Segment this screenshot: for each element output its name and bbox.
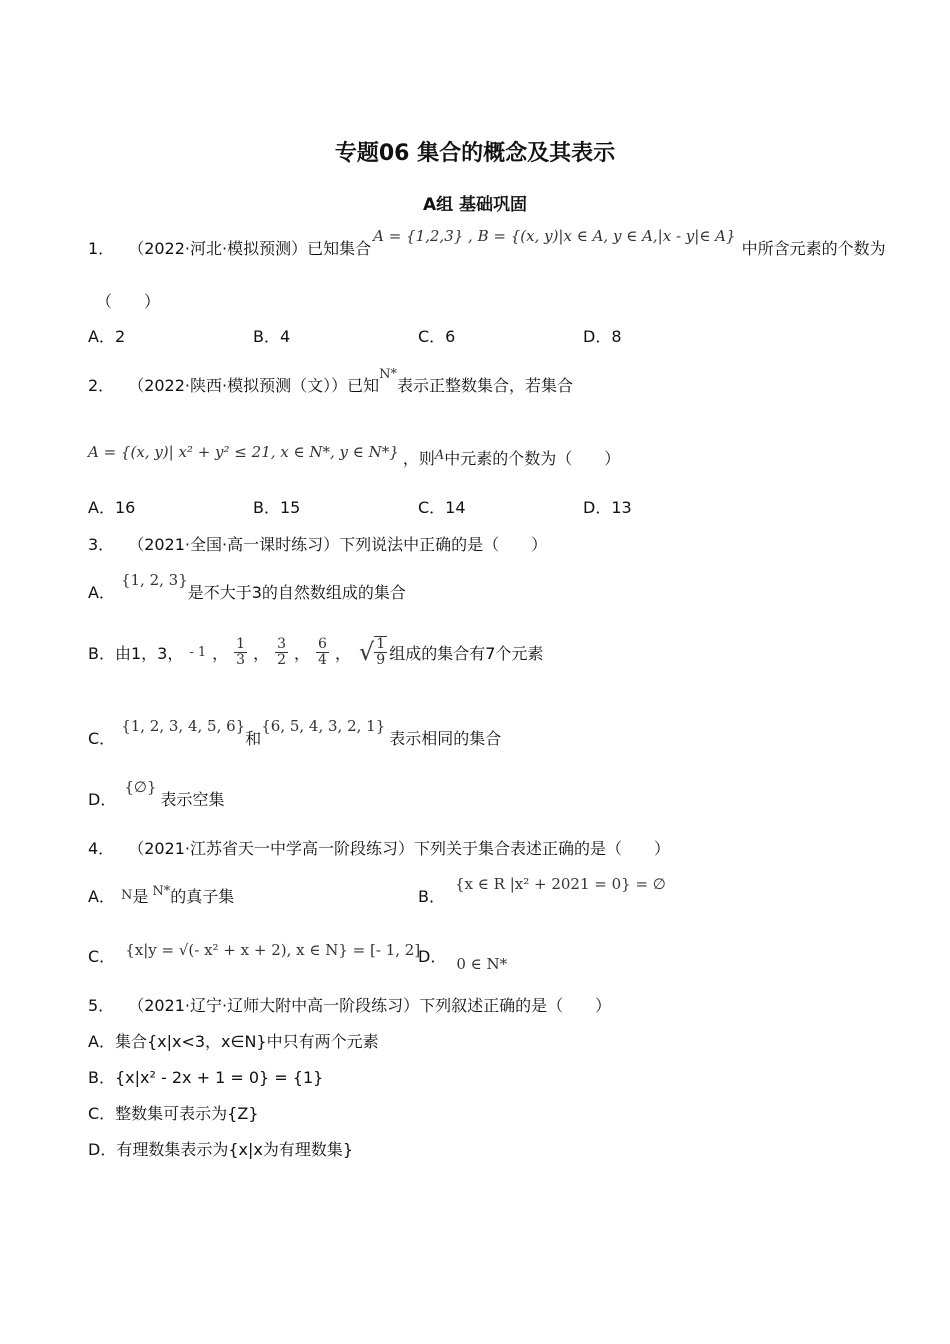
fraction bbox=[275, 637, 288, 669]
option-a: A．16 bbox=[88, 498, 136, 517]
option-a bbox=[88, 884, 234, 907]
option-text: 表示空集 bbox=[160, 790, 225, 809]
option-d bbox=[418, 944, 508, 973]
question-source: （2021·江苏省天一中学高一阶段练习）下列关于集合表述正确的是（ ） bbox=[128, 839, 670, 858]
numerator: 3 bbox=[277, 635, 287, 652]
option-c: C．14 bbox=[418, 498, 466, 517]
denominator: 2 bbox=[277, 651, 287, 668]
separator: ， bbox=[334, 643, 351, 663]
question-source: （2021·全国·高一课时练习）下列说法中正确的是（ ） bbox=[128, 535, 548, 554]
denominator: 4 bbox=[318, 651, 327, 668]
option-c: C．6 bbox=[418, 327, 456, 346]
math-symbol: N* bbox=[152, 884, 171, 899]
question-source: （2022·陕西·模拟预测（文））已知 bbox=[128, 376, 380, 395]
question-number: 4． bbox=[88, 839, 115, 858]
question-2-line-2 bbox=[88, 442, 621, 469]
math-expression: - 1 bbox=[189, 644, 207, 660]
answer-blank: （ ） bbox=[96, 292, 161, 311]
math-expression: {1, 2, 3} bbox=[120, 570, 188, 589]
question-1 bbox=[88, 226, 886, 259]
question-source: （2021·辽宁·辽师大附中高一阶段练习）下列叙述正确的是（ ） bbox=[128, 996, 612, 1015]
option-label: D． bbox=[88, 790, 117, 809]
denominator: 9 bbox=[376, 652, 386, 669]
numerator: 1 bbox=[236, 635, 246, 652]
question-source: （2022·河北·模拟预测）已知集合 bbox=[128, 239, 372, 258]
option-b: B．15 bbox=[253, 498, 301, 517]
math-expression: {1, 2, 3, 4, 5, 6} bbox=[121, 716, 246, 735]
option-a: A．2 bbox=[88, 327, 126, 346]
denominator: 3 bbox=[236, 651, 246, 668]
question-text: 中元素的个数为（ ） bbox=[444, 449, 621, 468]
question-text: 中所含元素的个数为 bbox=[741, 239, 886, 258]
question-4 bbox=[88, 836, 670, 859]
math-symbol: N* bbox=[379, 367, 397, 382]
question-5 bbox=[88, 993, 611, 1016]
option-label: B．由1，3， bbox=[88, 643, 184, 663]
math-expression: {x|y = √(- x² + x + 2), x ∈ N} = [- 1, 2] bbox=[125, 940, 421, 959]
option-label: C． bbox=[88, 729, 116, 748]
option-text: 是不大于3的自然数组成的集合 bbox=[187, 583, 406, 602]
numerator: 6 bbox=[318, 635, 327, 652]
option-d: D．有理数集表示为{x|x为有理数集} bbox=[88, 1140, 354, 1159]
math-expression: 0 ∈ N* bbox=[456, 954, 508, 973]
option-label: D． bbox=[418, 947, 447, 966]
option-b bbox=[88, 636, 543, 669]
question-2 bbox=[88, 367, 573, 396]
option-text: 是 bbox=[132, 887, 149, 906]
question-text: ，则 bbox=[402, 449, 435, 468]
question-number: 2． bbox=[88, 376, 115, 395]
square-root bbox=[359, 636, 387, 669]
option-d: D．13 bbox=[583, 498, 632, 517]
section-heading: A组 基础巩固 bbox=[422, 195, 528, 215]
question-number: 1． bbox=[88, 239, 115, 258]
option-d: D．8 bbox=[583, 327, 622, 346]
question-number: 3． bbox=[88, 535, 115, 554]
option-label: A． bbox=[88, 583, 115, 602]
option-text: 组成的集合有7个元素 bbox=[389, 643, 544, 663]
fraction bbox=[234, 637, 247, 669]
math-expression: {6, 5, 4, 3, 2, 1} bbox=[261, 716, 386, 735]
option-a: A．集合{x|x<3，x∈N}中只有两个元素 bbox=[88, 1032, 379, 1051]
page-title: 专题06 集合的概念及其表示 bbox=[334, 141, 616, 166]
math-symbol: N bbox=[120, 888, 133, 903]
math-expression: {x ∈ R |x² + 2021 = 0} = ∅ bbox=[454, 874, 666, 893]
option-b: B．{x|x² - 2x + 1 = 0} = {1} bbox=[88, 1068, 324, 1087]
option-a bbox=[88, 570, 406, 603]
conjunction: 和 bbox=[245, 729, 262, 748]
option-d bbox=[88, 777, 225, 810]
question-number: 5． bbox=[88, 996, 115, 1015]
math-expression: A = {(x, y)| x² + y² ≤ 21, x ∈ N*, y ∈ N*} bbox=[88, 442, 399, 461]
option-c: C．整数集可表示为{Z} bbox=[88, 1104, 259, 1123]
math-symbol: A bbox=[434, 448, 445, 463]
option-c bbox=[88, 940, 421, 967]
fraction bbox=[316, 637, 329, 669]
fraction bbox=[374, 636, 387, 669]
option-label: C． bbox=[88, 947, 116, 966]
option-label: B． bbox=[418, 887, 445, 906]
radical-sign: √ bbox=[358, 638, 375, 667]
option-b: B．4 bbox=[253, 327, 291, 346]
option-b bbox=[418, 874, 666, 907]
math-expression: A = {1,2,3} , B = {(x, y)|x ∈ A, y ∈ A,|x - y|∈ A} bbox=[373, 226, 736, 245]
separator: ， bbox=[212, 643, 229, 663]
option-text: 的真子集 bbox=[170, 887, 235, 906]
question-3 bbox=[88, 532, 547, 555]
separator: ， bbox=[294, 643, 311, 663]
question-text: 表示正整数集合，若集合 bbox=[396, 376, 573, 395]
numerator: 1 bbox=[376, 636, 386, 652]
separator: ， bbox=[253, 643, 270, 663]
math-expression: {∅} bbox=[124, 777, 157, 796]
option-text: 表示相同的集合 bbox=[389, 729, 502, 748]
option-c bbox=[88, 716, 502, 749]
option-label: A． bbox=[88, 887, 115, 906]
